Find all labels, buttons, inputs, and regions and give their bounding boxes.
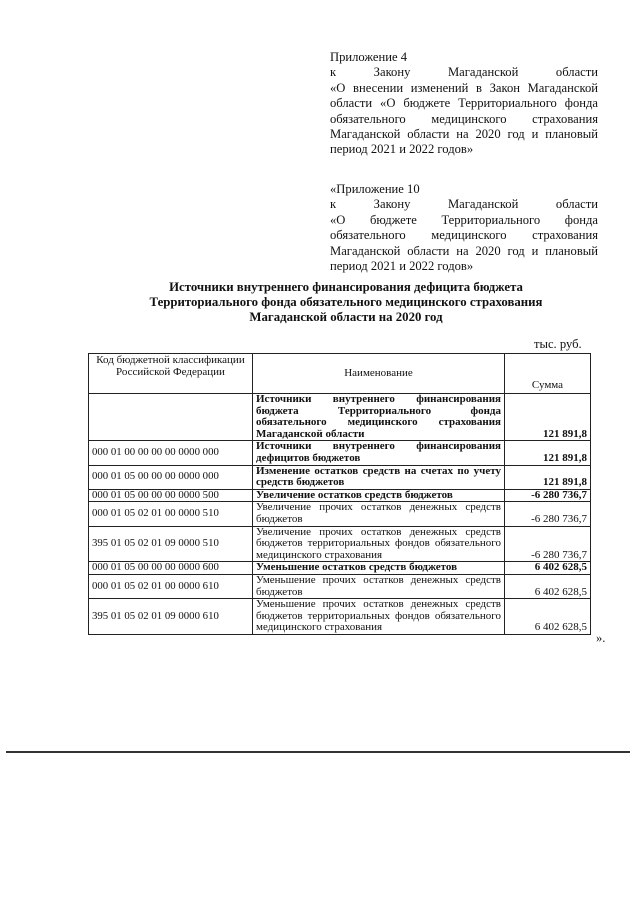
appendix-10-block: [330, 182, 598, 274]
appendix-4-block: [330, 50, 598, 158]
row-code: [89, 394, 253, 441]
row-code: 395 01 05 02 01 09 0000 610: [89, 599, 253, 635]
row-name: Уменьшение прочих остатков денежных средств бюджетов: [253, 574, 505, 598]
appendix-10-line: «О бюджете Территориального фонда обязательного медицинского страхования Магаданской области на 2020 год и плановый период 2021 и 2022 годов»: [330, 212, 598, 274]
row-sum: 6 402 628,5: [505, 574, 591, 598]
title-line: Территориального фонда обязательного медицинского страхования: [149, 295, 543, 309]
appendix-10-line: к Закону Магаданской области: [330, 197, 598, 212]
row-name: Увеличение остатков средств бюджетов: [253, 489, 505, 502]
table-row: [89, 502, 591, 526]
header-code: Код бюджетной классификации Российской Федерации: [89, 354, 253, 394]
table-row: [89, 394, 591, 441]
header-name: Наименование: [253, 354, 505, 394]
appendix-10-heading: «Приложение 10: [330, 182, 420, 196]
table-row: [89, 574, 591, 598]
table-header-row: [89, 354, 591, 394]
table-row: [89, 441, 591, 465]
row-code: 000 01 05 00 00 00 0000 500: [89, 489, 253, 502]
appendix-4-line: к Закону Магаданской области: [330, 65, 598, 80]
row-name: Увеличение прочих остатков денежных средств бюджетов территориальных фондов обязательного медицинского страхования: [253, 526, 505, 562]
financing-sources-table: [88, 353, 591, 635]
row-name: Изменение остатков средств на счетах по учету средств бюджетов: [253, 465, 505, 489]
appendix-4-heading: Приложение 4: [330, 50, 408, 64]
row-code: 000 01 05 00 00 00 0000 000: [89, 465, 253, 489]
row-sum: 121 891,8: [505, 465, 591, 489]
title-line: Источники внутреннего финансирования дефицита бюджета: [169, 280, 523, 294]
row-sum: 121 891,8: [505, 394, 591, 441]
row-name: Увеличение прочих остатков денежных средств бюджетов: [253, 502, 505, 526]
row-name: Уменьшение остатков средств бюджетов: [253, 562, 505, 575]
closing-quote: ».: [596, 631, 606, 645]
row-sum: -6 280 736,7: [505, 489, 591, 502]
header-sum: Сумма: [505, 354, 591, 394]
table-row: [89, 526, 591, 562]
table-row: [89, 599, 591, 635]
row-sum: 6 402 628,5: [505, 599, 591, 635]
units-label: тыс. руб.: [534, 337, 582, 351]
table-row: [89, 465, 591, 489]
title-line: Магаданской области на 2020 год: [249, 310, 443, 324]
document-title: [84, 280, 608, 325]
row-sum: 121 891,8: [505, 441, 591, 465]
row-name: Источники внутреннего финансирования дефицитов бюджетов: [253, 441, 505, 465]
row-code: 000 01 05 02 01 00 0000 510: [89, 502, 253, 526]
row-code: 000 01 05 02 01 00 0000 610: [89, 574, 253, 598]
row-code: 000 01 05 00 00 00 0000 600: [89, 562, 253, 575]
row-name: Уменьшение прочих остатков денежных средств бюджетов территориальных фондов обязательного медицинского страхования: [253, 599, 505, 635]
table-row: [89, 562, 591, 575]
row-code: 000 01 00 00 00 00 0000 000: [89, 441, 253, 465]
horizontal-rule: [6, 751, 630, 753]
table-row: [89, 489, 591, 502]
row-sum: -6 280 736,7: [505, 502, 591, 526]
appendix-4-line: «О внесении изменений в Закон Магаданской области «О бюджете Территориального фонда обязательного медицинского страхования Магаданской области на 2020 год и плановый период 2021 и 2022 годов»: [330, 80, 598, 157]
row-sum: 6 402 628,5: [505, 562, 591, 575]
row-name: Источники внутреннего финансирования бюджета Территориального фонда обязательного медицинского страхования Магаданской области: [253, 394, 505, 441]
row-sum: -6 280 736,7: [505, 526, 591, 562]
row-code: 395 01 05 02 01 09 0000 510: [89, 526, 253, 562]
